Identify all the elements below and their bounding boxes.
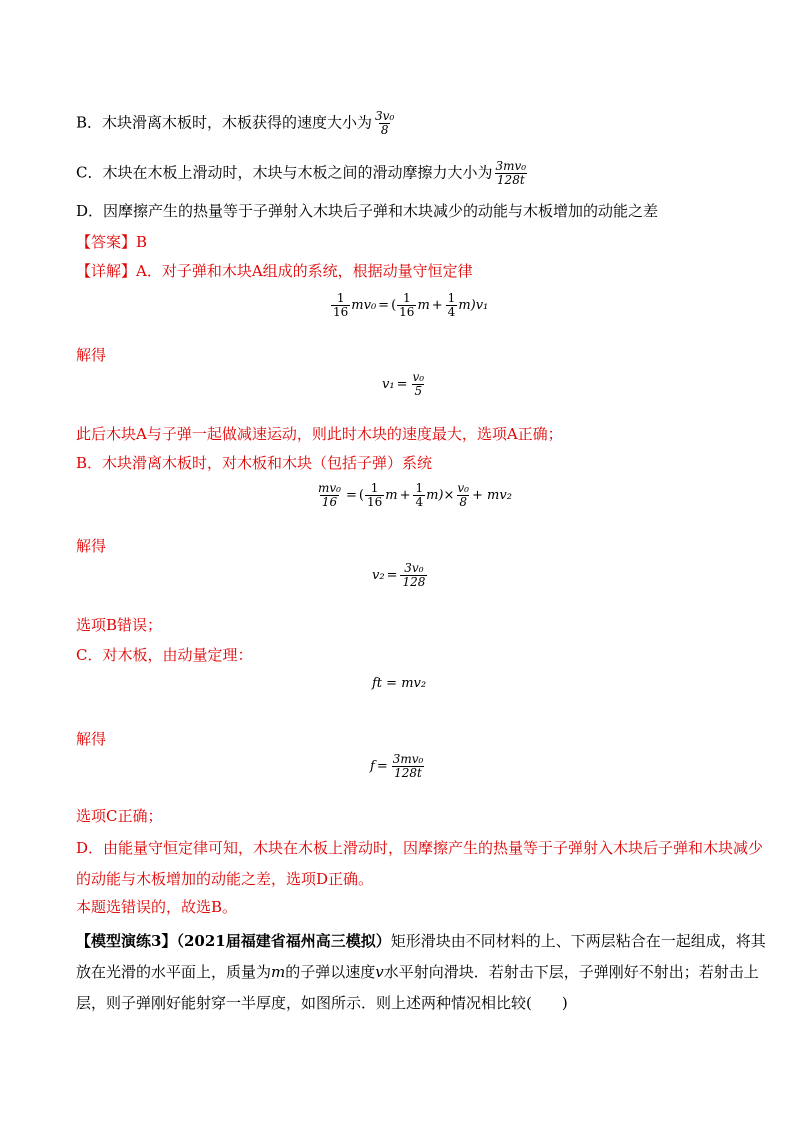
equation-momentum-b [315,482,512,509]
fraction [391,753,426,780]
eq-paren: ( [358,488,364,503]
fraction [410,371,426,398]
eq-term: m [417,298,430,313]
fraction-numerator: 1 [370,481,379,495]
fraction-numerator: 3v₀ [375,109,395,123]
option-b-conclusion: 选项B错误； [76,616,163,634]
fraction-numerator: 1 [402,291,411,305]
model-exercise-line-1 [76,931,766,951]
eq-term: m [385,488,398,503]
solve-label-2: 解得 [76,537,107,555]
option-c-conclusion: 选项C正确； [76,807,163,825]
fraction [365,482,384,509]
eq-sign: = [376,759,388,774]
fraction-numerator: 3v₀ [404,561,424,575]
var-m: m [271,963,286,981]
eq-plus: + [431,298,443,313]
fraction [446,292,458,319]
option-d-analysis-line-2: 的动能与木板增加的动能之差，选项D正确。 [76,870,374,888]
equation-friction [370,753,426,780]
eq-term: v₁ [382,377,395,392]
fraction-numerator: v₀ [412,370,425,384]
option-d: D．因摩擦产生的热量等于子弹射入木块后子弹和木块减少的动能与木板增加的动能之差 [76,202,659,220]
eq-sign: = [396,377,408,392]
solve-label-1: 解得 [76,346,107,364]
model-exercise-source: （2021届福建省福州高三模拟） [176,932,391,950]
eq-paren: ( [391,298,397,313]
fraction-numerator: mv₀ [318,481,341,495]
eq-term: f [370,759,375,774]
equation-v1 [382,371,427,398]
option-b [76,110,397,137]
eq-sign: = [378,298,390,313]
text: 水平射向滑块．若射击下层，子弹刚好不射出；若射击上 [383,963,759,981]
fraction-denominator: 8 [380,123,389,137]
fraction-numerator: 1 [415,481,424,495]
fraction-denominator: 16 [366,495,383,509]
fraction-denominator: 16 [333,305,349,319]
model-exercise-line-3: 层，则子弹刚好能射穿一半厚度，如图所示．则上述两种情况相比较( ) [76,994,568,1012]
option-c-fraction [493,160,528,187]
option-b-analysis-heading [76,453,432,473]
detail-heading: 【详解】A．对子弹和木块A组成的系统，根据动量守恒定律 [76,262,473,280]
fraction [316,482,343,509]
fraction-denominator: 128t [496,173,525,187]
equation-impulse: ft = mv₂ [372,676,427,691]
var-v: v [375,963,384,981]
eq-term: mv₀ [351,298,377,313]
model-exercise-line-2 [76,962,759,982]
fraction-numerator: 1 [447,291,456,305]
answer-line: 【答案】B [76,233,148,251]
fraction [397,292,416,319]
text: B．木块滑离木板时，对木板和木块 [76,454,313,472]
eq-term: m)× [426,488,455,503]
fraction-denominator: 128t [394,766,422,780]
model-exercise-tag: 【模型演练3】 [76,932,177,950]
fraction-denominator: 128 [402,575,426,589]
solve-label-3: 解得 [76,730,107,748]
eq-sign: = [345,488,357,503]
option-b-fraction [373,110,396,137]
option-a-conclusion: 此后木块A与子弹一起做减速运动，则此时木块的速度最大，选项A正确； [76,425,563,443]
option-c-text: C．木块在木板上滑动时，木块与木板之间的滑动摩擦力大小为 [76,163,493,182]
option-c-analysis-heading: C．对木板，由动量定理： [76,646,253,664]
option-d-analysis-line-1: D．由能量守恒定律可知，木块在木板上滑动时，因摩擦产生的热量等于子弹射入木块后子弹和木块减少 [76,839,764,857]
fraction-numerator: v₀ [457,481,469,495]
fraction-denominator: 16 [321,495,338,509]
fraction [400,562,427,589]
fraction-numerator: 1 [336,291,345,305]
fraction-numerator: 3mv₀ [392,752,424,766]
option-c [76,160,529,187]
eq-plus: + [399,488,411,503]
fraction [413,482,425,509]
text: （包括子弹） [312,454,403,472]
equation-momentum-a [330,292,488,319]
eq-term: + mv₂ [472,488,512,503]
eq-term: v₂ [372,568,385,583]
fraction-numerator: 3mv₀ [495,159,527,173]
fraction-denominator: 5 [414,384,423,398]
fraction-denominator: 4 [447,305,456,319]
fraction-denominator: 16 [399,305,415,319]
text: 系统 [402,454,433,472]
fraction [331,292,350,319]
fraction [455,482,471,509]
text: 的子弹以速度 [285,963,376,981]
final-answer-line: 本题选错误的，故选B。 [76,898,238,916]
text: 放在光滑的水平面上，质量为 [76,963,272,981]
eq-term: m)v₁ [458,298,489,313]
fraction-denominator: 8 [459,495,468,509]
fraction-denominator: 4 [415,495,424,509]
text: 矩形滑块由不同材料的上、下两层粘合在一起组成，将其 [390,932,766,950]
equation-v2 [372,562,428,589]
eq-sign: = [386,568,398,583]
option-b-text: B．木块滑离木板时，木板获得的速度大小为 [76,113,373,132]
